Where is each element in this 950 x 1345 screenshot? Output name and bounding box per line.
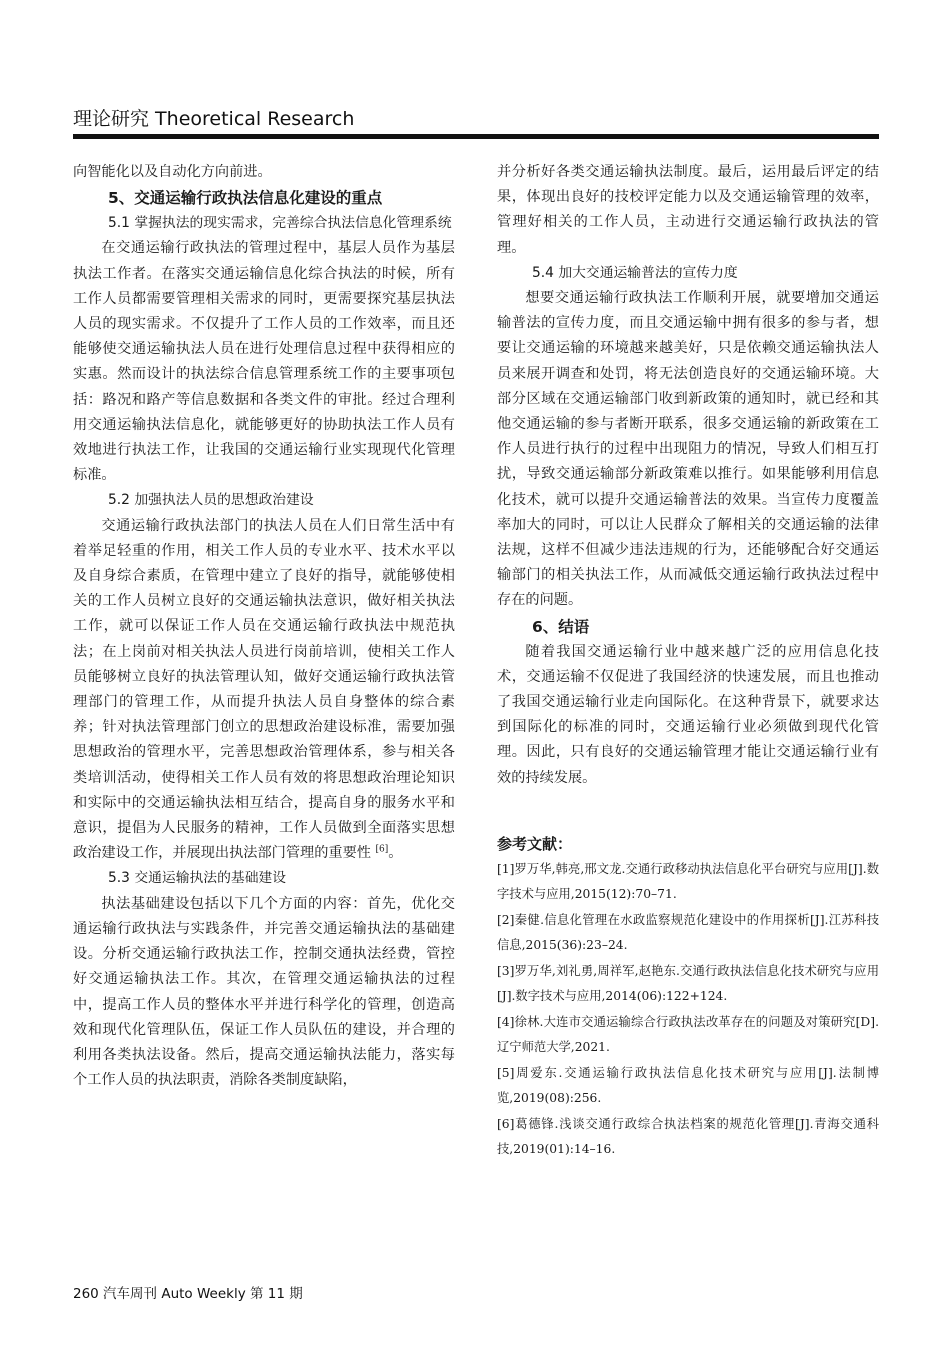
section-5-heading: 5、交通运输行政执法信息化建设的重点 (108, 189, 383, 208)
page-header-title: 理论研究 Theoretical Research (73, 108, 355, 130)
reference-item: [1]罗万华,韩亮,邢文龙.交通行政移动执法信息化平台研究与应用[J].数字技术与应用,2015(12):70–71. (497, 861, 879, 902)
section-5-2-paragraph (73, 514, 455, 867)
page-footer: 260 汽车周刊 Auto Weekly 第 11 期 (73, 1286, 303, 1302)
references-title: 参考文献： (497, 834, 573, 853)
reference-item: [6]葛德锋.浅谈交通行政综合执法档案的规范化管理[J].青海交通科技,2019(01):14–16. (497, 1116, 879, 1157)
section-5-4-paragraph: 想要交通运输行政执法工作顺利开展，就要增加交通运输普法的宣传力度，而且交通运输中拥有很多的参与者，想要让交通运输的环境越来越美好，只是依赖交通运输执法人员来展开调查和处罚，将无法创造良好的交通运输环境。大部分区域在交通运输部门收到新政策的通知时，就已经和其他交通运输的参与者断开联系，很多交通运输的新政策在工作人员进行执行的过程中出现阻力的情况，导致人们相互打扰，导致交通运输部分新政策难以推行。如果能够利用信息化技术，就可以提升交通运输普法的效果。当宣传力度覆盖率加大的同时，可以让人民群众了解相关的交通运输的法律法规，这样不但减少违法违规的行为，还能够配合好交通运输部门的相关执法工作，从而减低交通运输行政执法过程中存在的问题。 (497, 290, 879, 609)
section-5-4-heading: 5.4 加大交通运输普法的宣传力度 (532, 264, 738, 281)
header-rule (73, 134, 879, 139)
left-column (73, 160, 455, 1093)
section-6-heading: 6、结语 (532, 617, 590, 636)
paragraph-intro-continuation: 向智能化以及自动化方向前进。 (73, 164, 272, 180)
section-5-2-heading: 5.2 加强执法人员的思想政治建设 (108, 492, 314, 509)
section-5-1-heading: 5.1 掌握执法的现实需求，完善综合执法信息化管理系统 (108, 215, 452, 232)
reference-item: [3]罗万华,刘礼勇,周祥军,赵艳东.交通行政执法信息化技术研究与应用[J].数字技术与应用,2014(06):122+124. (497, 963, 879, 1004)
section-5-3-heading: 5.3 交通运输执法的基础建设 (108, 870, 287, 887)
right-column (497, 160, 879, 1163)
section-5-2-end: 。 (388, 845, 403, 862)
section-5-2-text: 交通运输行政执法部门的执法人员在人们日常生活中有着举足轻重的作用，相关工作人员的专业水平、技术水平以及自身综合素质，在管理中建立了良好的指导，就能够使相关的工作人员树立良好的交通运输执法意识，做好相关执法工作，就可以保证工作人员在交通运输行政执法中规范执法；在上岗前对相关执法人员进行岗前培训，使相关工作人员能够树立良好的执法管理认知，做好交通运输行政执法管理部门的管理工作，从而提升执法人员自身整体的综合素养；针对执法管理部门创立的思想政治建设标准，需要加强思想政治的管理水平，完善思想政治管理体系，参与相关各类培训活动，使得相关工作人员有效的将思想政治理论知识和实际中的交通运输执法相互结合，提高自身的服务水平和意识，提倡为人民服务的精神，工作人员做到全面落实思想政治建设工作，并展现出执法部门管理的重要性 (73, 517, 455, 862)
section-6-paragraph: 随着我国交通运输行业中越来越广泛的应用信息化技术，交通运输不仅促进了我国经济的快速发展，而且也推动了我国交通运输行业走向国际化。在这种背景下，就要求达到国际化的标准的同时，交通运输行业必须做到现代化管理。因此，只有良好的交通运输管理才能让交通运输行业有效的持续发展。 (497, 643, 879, 786)
citation-6: [6] (375, 844, 389, 855)
reference-item: [5]周爱东.交通运输行政执法信息化技术研究与应用[J].法制博览,2019(08):256. (497, 1065, 879, 1106)
section-5-1-paragraph: 在交通运输行政执法的管理过程中，基层人员作为基层执法工作者。在落实交通运输信息化综合执法的时候，所有工作人员都需要管理相关需求的同时，更需要探究基层执法人员的现实需求。不仅提升了工作人员的工作效率，而且还能够使交通运输执法人员在进行处理信息过程中获得相应的实惠。然而设计的执法综合信息管理系统工作的主要事项包括：路况和路产等信息数据和各类文件的审批。经过合理利用交通运输执法信息化，就能够更好的协助执法工作人员有效地进行执法工作，让我国的交通运输行业实现现代化管理标准。 (73, 240, 455, 484)
paragraph-5-3-continuation: 并分析好各类交通运输执法制度。最后，运用最后评定的结果，体现出良好的技校评定能力以及交通运输管理的效率，管理好相关的工作人员，主动进行交通运输行政执法的管理。 (497, 164, 879, 256)
reference-item: [4]徐林.大连市交通运输综合行政执法改革存在的问题及对策研究[D].辽宁师范大学,2021. (497, 1014, 879, 1055)
reference-item: [2]秦健.信息化管理在水政监察规范化建设中的作用探析[J].江苏科技信息,2015(36):23–24. (497, 912, 879, 953)
section-5-3-paragraph: 执法基础建设包括以下几个方面的内容：首先，优化交通运输行政执法与实践条件，并完善交通运输执法的基础建设。分析交通运输行政执法工作，控制交通执法经费，管控好交通运输执法工作。其次，在管理交通运输执法的过程中，提高工作人员的整体水平并进行科学化的管理，创造高效和现代化管理队伍，保证工作人员队伍的建设，并合理的利用各类执法设备。然后，提高交通运输执法能力，落实每个工作人员的执法职责，消除各类制度缺陷， (73, 895, 455, 1089)
